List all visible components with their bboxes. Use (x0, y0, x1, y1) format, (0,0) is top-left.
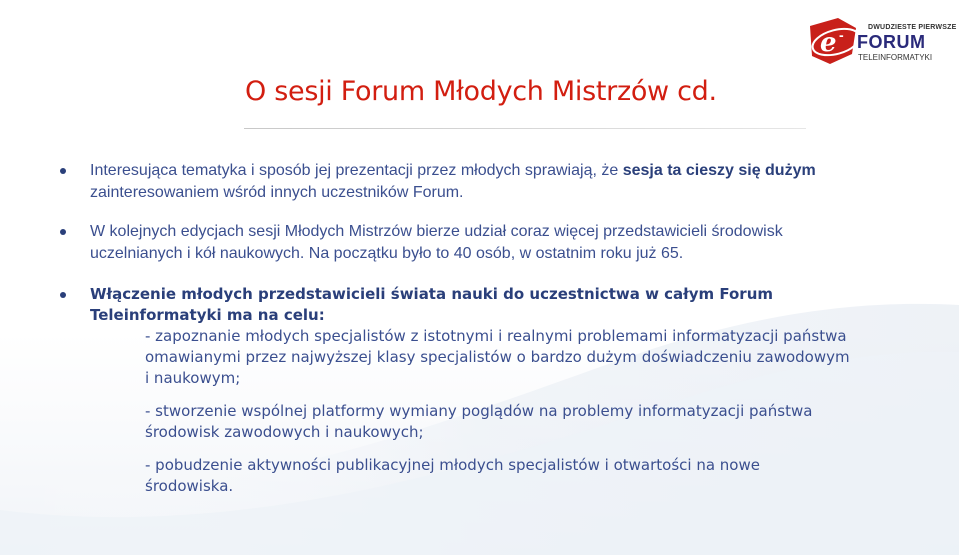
bullet-lead: Włączenie młodych przedstawicieli świata nauki do uczestnictwa w całym Forum Teleinformatyki ma na celu: (90, 285, 774, 324)
logo-title: FORUM (857, 32, 926, 52)
forum-logo (806, 16, 957, 68)
bullet-text-bold: sesja ta cieszy się dużym (622, 162, 816, 179)
goal-item: - pobudzenie aktywności publikacyjnej młodych specjalistów i otwartości na nowe środowiska. (145, 456, 760, 495)
svg-text:e: e (820, 28, 837, 58)
bullet-item-goals (60, 284, 850, 497)
bullet-text-rest: zainteresowaniem wśród innych uczestników Forum. (90, 184, 464, 201)
goal-item: - zapoznanie młodych specjalistów z istotnymi i realnymi problemami informatyzacji państwa omawianymi przez najwyższej klasy specjalistów o bardzo dużym doświadczeniu zawodowym i naukowym; (145, 327, 850, 387)
svg-text:-: - (839, 27, 844, 43)
bullet-item-participants (60, 221, 850, 265)
bullet-list (60, 160, 850, 497)
logo-caption-bottom: TELEINFORMATYKI (858, 53, 933, 62)
bullet-item-interest (60, 160, 850, 204)
logo-caption-top: DWUDZIESTE PIERWSZE (868, 24, 957, 31)
bullet-text-plain: Interesująca tematyka i sposób jej prezentacji przez młodych sprawiają, że (90, 162, 623, 179)
title-divider (244, 128, 806, 129)
bullet-text: W kolejnych edycjach sesji Młodych Mistrzów bierze udział coraz więcej przedstawicieli środowisk uczelnianych i kół naukowych. Na początku było to 40 osób, w ostatnim roku już 65. (90, 223, 783, 262)
slide-title: O sesji Forum Młodych Mistrzów cd. (245, 76, 717, 107)
goal-list (90, 326, 850, 497)
goal-item: - stworzenie wspólnej platformy wymiany poglądów na problemy informatyzacji państwa środowisk zawodowych i naukowych; (145, 402, 813, 441)
